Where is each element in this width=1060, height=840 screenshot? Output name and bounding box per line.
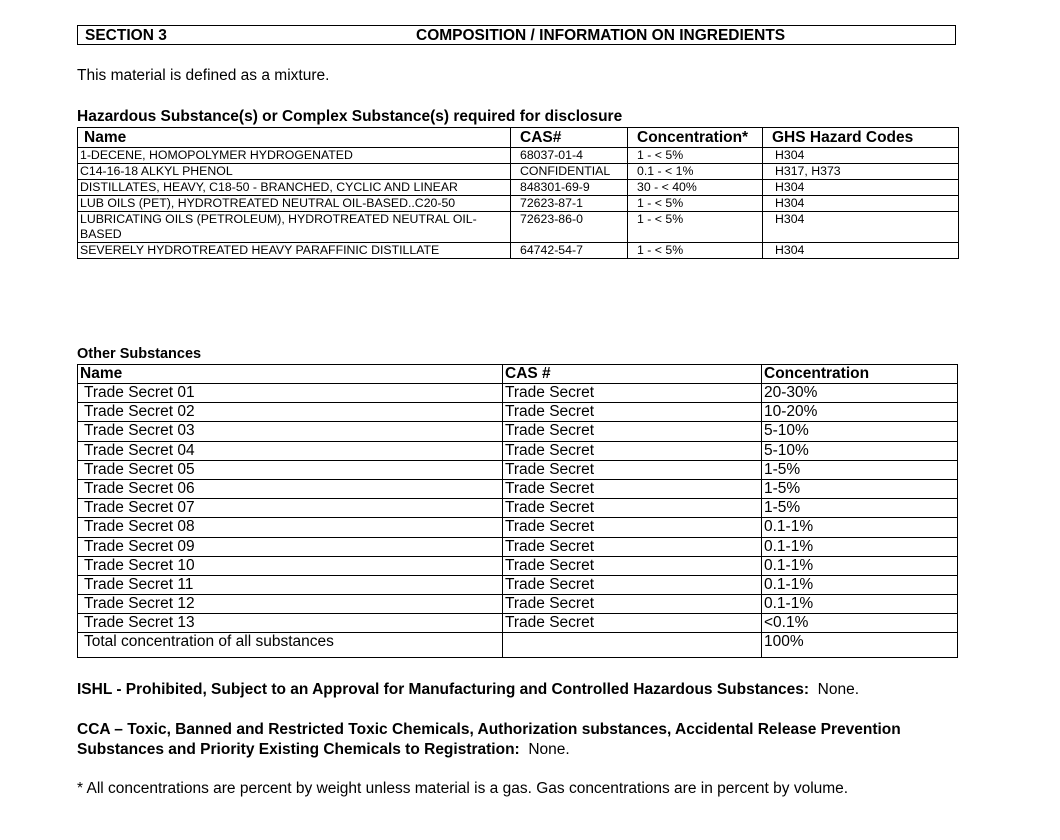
cell-name: Trade Secret 06 bbox=[78, 479, 503, 498]
ishl-statement bbox=[77, 681, 859, 699]
header-ghs: GHS Hazard Codes bbox=[763, 128, 959, 148]
cell-cas: Trade Secret bbox=[503, 499, 762, 518]
section-header bbox=[77, 25, 956, 45]
cell-cas: Trade Secret bbox=[503, 575, 762, 594]
cell-concentration: 0.1 - < 1% bbox=[628, 164, 763, 180]
cell-concentration: 1 - < 5% bbox=[628, 212, 763, 243]
cell-concentration: 0.1-1% bbox=[762, 575, 958, 594]
cell-concentration: <0.1% bbox=[762, 614, 958, 633]
cell-concentration: 1 - < 5% bbox=[628, 148, 763, 164]
cell-name: Trade Secret 08 bbox=[78, 518, 503, 537]
cell-concentration: 1 - < 5% bbox=[628, 196, 763, 212]
section-title: COMPOSITION / INFORMATION ON INGREDIENTS bbox=[416, 27, 786, 44]
ishl-label: ISHL - Prohibited, Subject to an Approval for Manufacturing and Controlled Hazardous Substances: bbox=[77, 681, 810, 698]
cell-concentration: 0.1-1% bbox=[762, 595, 958, 614]
other-substances-table bbox=[77, 364, 958, 658]
cell-concentration: 1 - < 5% bbox=[628, 243, 763, 259]
cell-name: Trade Secret 12 bbox=[78, 595, 503, 614]
cca-value: None. bbox=[528, 741, 570, 758]
cell-cas: Trade Secret bbox=[503, 556, 762, 575]
cell-name: LUBRICATING OILS (PETROLEUM), HYDROTREATED NEUTRAL OIL-BASED bbox=[78, 212, 511, 243]
total-row bbox=[78, 633, 958, 658]
cell-cas: 68037-01-4 bbox=[511, 148, 628, 164]
cell-cas: 848301-69-9 bbox=[511, 180, 628, 196]
table-row bbox=[78, 403, 958, 422]
header-concentration: Concentration* bbox=[628, 128, 763, 148]
table-header-row bbox=[78, 365, 958, 384]
table-row bbox=[78, 556, 958, 575]
cca-label: CCA – Toxic, Banned and Restricted Toxic Chemicals, Authorization substances, Accidental Release Prevention Substances and Priority Existing Chemicals to Registration: bbox=[77, 721, 901, 758]
cell-concentration: 1-5% bbox=[762, 460, 958, 479]
cell-cas: Trade Secret bbox=[503, 403, 762, 422]
cell-concentration: 30 - < 40% bbox=[628, 180, 763, 196]
table-row bbox=[78, 180, 959, 196]
hazardous-substances-table bbox=[77, 127, 959, 259]
header-name: Name bbox=[78, 365, 503, 384]
cell-cas: 64742-54-7 bbox=[511, 243, 628, 259]
table-row bbox=[78, 212, 959, 243]
cell-name: Trade Secret 04 bbox=[78, 441, 503, 460]
table-row bbox=[78, 499, 958, 518]
cell-cas: 72623-87-1 bbox=[511, 196, 628, 212]
table-row bbox=[78, 518, 958, 537]
table-row bbox=[78, 422, 958, 441]
cell-concentration: 0.1-1% bbox=[762, 556, 958, 575]
cell-name: 1-DECENE, HOMOPOLYMER HYDROGENATED bbox=[78, 148, 511, 164]
cell-name: C14-16-18 ALKYL PHENOL bbox=[78, 164, 511, 180]
cell-cas: Trade Secret bbox=[503, 460, 762, 479]
cell-name: Trade Secret 03 bbox=[78, 422, 503, 441]
table-row bbox=[78, 196, 959, 212]
cell-concentration: 100% bbox=[762, 633, 958, 658]
cell-name: Total concentration of all substances bbox=[78, 633, 503, 658]
table-row bbox=[78, 575, 958, 594]
cell-cas: Trade Secret bbox=[503, 518, 762, 537]
cell-cas: Trade Secret bbox=[503, 384, 762, 403]
cell-concentration: 0.1-1% bbox=[762, 518, 958, 537]
cell-cas: Trade Secret bbox=[503, 614, 762, 633]
ishl-value: None. bbox=[817, 681, 860, 698]
table-row bbox=[78, 479, 958, 498]
intro-text: This material is defined as a mixture. bbox=[77, 67, 330, 84]
cell-name: Trade Secret 01 bbox=[78, 384, 503, 403]
footnote: * All concentrations are percent by weight unless material is a gas. Gas concentrations are in percent by volume. bbox=[77, 780, 849, 797]
cell-concentration: 20-30% bbox=[762, 384, 958, 403]
cell-name: Trade Secret 02 bbox=[78, 403, 503, 422]
cell-cas: CONFIDENTIAL bbox=[511, 164, 628, 180]
cell-ghs: H304 bbox=[763, 148, 959, 164]
cell-ghs: H304 bbox=[763, 212, 959, 243]
cell-name: LUB OILS (PET), HYDROTREATED NEUTRAL OIL-BASED..C20-50 bbox=[78, 196, 511, 212]
table-row bbox=[78, 441, 958, 460]
cell-name: Trade Secret 11 bbox=[78, 575, 503, 594]
cell-cas: Trade Secret bbox=[503, 422, 762, 441]
cell-name: Trade Secret 10 bbox=[78, 556, 503, 575]
table-row bbox=[78, 384, 958, 403]
other-substances-title: Other Substances bbox=[77, 346, 202, 362]
cell-ghs: H317, H373 bbox=[763, 164, 959, 180]
cell-name: Trade Secret 09 bbox=[78, 537, 503, 556]
cell-name: SEVERELY HYDROTREATED HEAVY PARAFFINIC DISTILLATE bbox=[78, 243, 511, 259]
hazardous-table-title: Hazardous Substance(s) or Complex Substance(s) required for disclosure bbox=[77, 108, 623, 125]
cell-concentration: 5-10% bbox=[762, 422, 958, 441]
table-row bbox=[78, 243, 959, 259]
cell-cas: Trade Secret bbox=[503, 595, 762, 614]
table-row bbox=[78, 460, 958, 479]
table-row bbox=[78, 148, 959, 164]
cell-ghs: H304 bbox=[763, 243, 959, 259]
header-cas: CAS # bbox=[503, 365, 762, 384]
cell-concentration: 10-20% bbox=[762, 403, 958, 422]
cell-cas bbox=[503, 633, 762, 658]
cell-name: Trade Secret 05 bbox=[78, 460, 503, 479]
cell-concentration: 1-5% bbox=[762, 499, 958, 518]
header-concentration: Concentration bbox=[762, 365, 958, 384]
cell-name: DISTILLATES, HEAVY, C18-50 - BRANCHED, CYCLIC AND LINEAR bbox=[78, 180, 511, 196]
cell-ghs: H304 bbox=[763, 180, 959, 196]
table-row bbox=[78, 164, 959, 180]
cell-cas: Trade Secret bbox=[503, 537, 762, 556]
cell-concentration: 1-5% bbox=[762, 479, 958, 498]
section-number: SECTION 3 bbox=[85, 27, 167, 44]
table-header-row bbox=[78, 128, 959, 148]
table-row bbox=[78, 614, 958, 633]
cell-concentration: 0.1-1% bbox=[762, 537, 958, 556]
cell-cas: 72623-86-0 bbox=[511, 212, 628, 243]
cell-name: Trade Secret 13 bbox=[78, 614, 503, 633]
cca-statement bbox=[77, 720, 977, 760]
cell-cas: Trade Secret bbox=[503, 479, 762, 498]
header-name: Name bbox=[78, 128, 511, 148]
table-row bbox=[78, 537, 958, 556]
cell-concentration: 5-10% bbox=[762, 441, 958, 460]
table-row bbox=[78, 595, 958, 614]
header-cas: CAS# bbox=[511, 128, 628, 148]
cell-name: Trade Secret 07 bbox=[78, 499, 503, 518]
cell-cas: Trade Secret bbox=[503, 441, 762, 460]
cell-ghs: H304 bbox=[763, 196, 959, 212]
